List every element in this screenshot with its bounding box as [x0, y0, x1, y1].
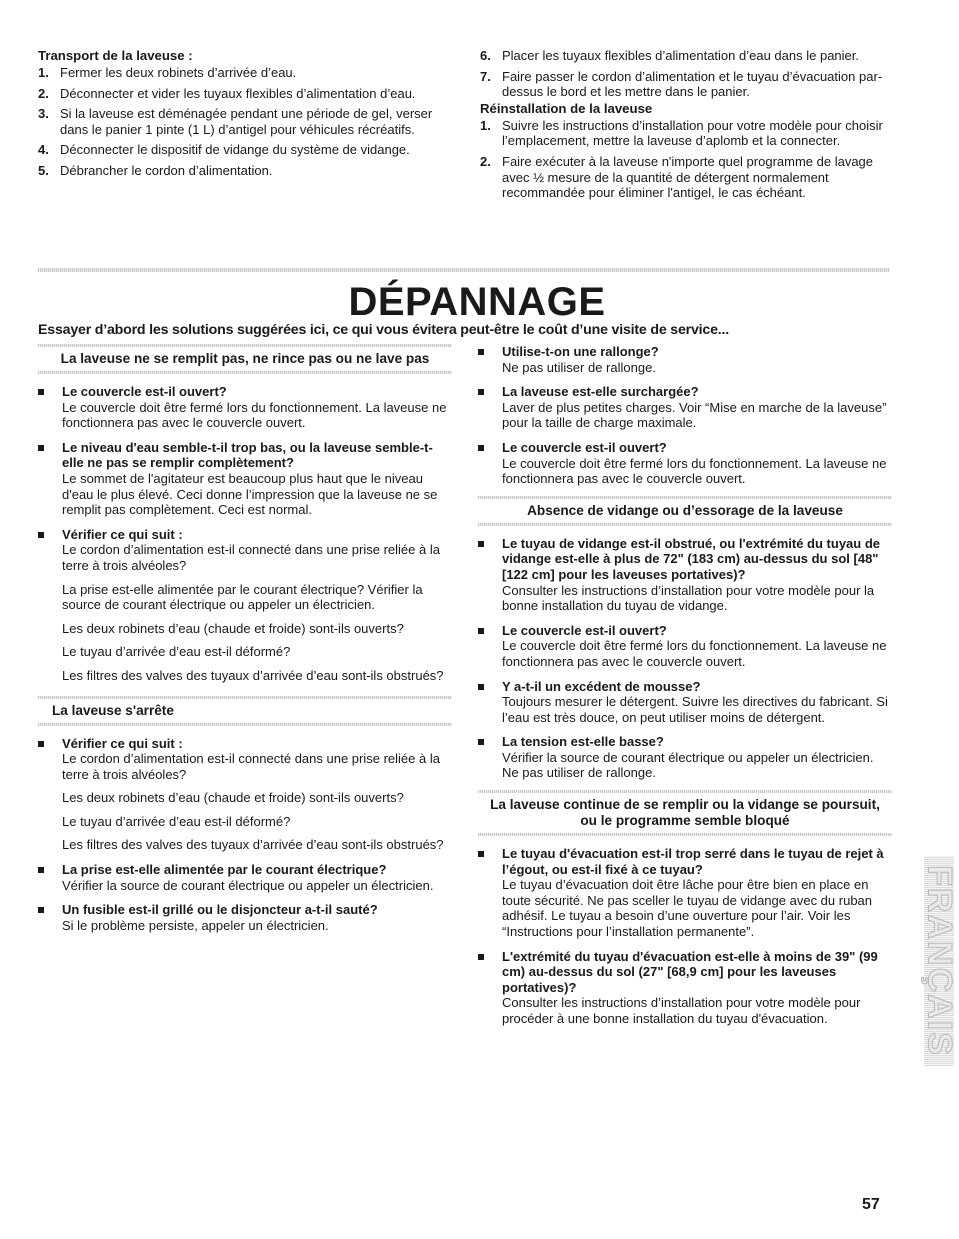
list-item: 7. Faire passer le cordon d’alimentation et le tuyau d’évacuation par-dessus le bord et les mettre dans le panier. — [480, 68, 883, 100]
list-item: 2. Faire exécuter à la laveuse n'importe quel programme de lavage avec ½ mesure de la quantité de détergent normalement recommandée pour éliminer l'antigel, le cas échéant. — [480, 153, 874, 201]
list-item: Vérifier ce qui suit : Le cordon d’alimentation est-il connecté dans une prise reliée à la terre à trois alvéoles? Les deux robinets d’eau (chaude et froide) sont-ils ouverts? Le tuyau d’arrivée d’eau est-il déformé? Les filtres des valves des tuyaux d’arrivée d’eau sont-ils obstrués? — [38, 736, 452, 854]
bullet-icon — [478, 349, 484, 355]
list-item: Le couvercle est-il ouvert? Le couvercle doit être fermé lors du fonctionnement. La laveuse ne fonctionnera pas avec le couvercle ouvert. — [38, 384, 452, 431]
bullet-icon — [478, 389, 484, 395]
bullet-icon — [478, 684, 484, 690]
section-heading-keeps-filling: La laveuse continue de se remplir ou la vidange se poursuit, ou le programme semble bloqué — [478, 790, 892, 836]
transport-steps-continued — [480, 48, 892, 100]
bullet-icon — [478, 851, 484, 857]
list-item: Utilise-t-on une rallonge? Ne pas utiliser de rallonge. — [478, 344, 892, 375]
list-item: 1. Suivre les instructions d’installation pour votre modèle pour choisir l’emplacement, mettre la laveuse d’aplomb et la connecter. — [480, 117, 883, 149]
bullet-icon — [38, 907, 44, 913]
left-column — [38, 344, 452, 942]
section-heading-no-fill: La laveuse ne se remplit pas, ne rince pas ou ne lave pas — [38, 344, 452, 374]
list-item: Y a-t-il un excédent de mousse? Toujours mesurer le détergent. Suivre les directives du fabricant. Si l’eau est très douce, on peut utiliser moins de détergent. — [478, 679, 892, 726]
list-item: Vérifier ce qui suit : Le cordon d’alimentation est-il connecté dans une prise reliée à la terre à trois alvéoles? La prise est-elle alimentée par le courant électrique? Vérifier la source de courant électrique ou appeler un électricien. Les deux robinets d’eau (chaude et froide) sont-ils ouverts? Le tuyau d’arrivée d’eau est-il déformé? Les filtres des valves des tuyaux d’arrivée d’eau sont-ils obstrués? — [38, 527, 452, 684]
language-tab — [920, 856, 959, 1066]
section-heading-no-drain: Absence de vidange ou d’essorage de la laveuse — [478, 496, 892, 526]
list-item: La laveuse est-elle surchargée? Laver de plus petites charges. Voir “Mise en marche de la laveuse” pour la taille de charge maximale. — [478, 384, 892, 431]
bullet-icon — [478, 954, 484, 960]
list-item: L'extrémité du tuyau d'évacuation est-elle à moins de 39" (99 cm) au-dessus du sol (27" [68,9 cm] pour les laveuses portatives)? Consulter les instructions d’installation pour votre modèle pour procéder à une bonne installation du tuyau d'évacuation. — [478, 949, 892, 1027]
section-no-fill-list-continued — [478, 344, 892, 487]
list-item: Le niveau d'eau semble-t-il trop bas, ou la laveuse semble-t-elle ne pas se remplir complètement? Le sommet de l'agitateur est beaucoup plus haut que le niveau d'eau le plus élevé. Ceci donne l’impression que la laveuse ne se remplit pas complètement. Ceci est normal. — [38, 440, 452, 518]
intro-text: Essayer d’abord les solutions suggérées ici, ce qui vous évitera peut-être le coût d’une visite de service... — [38, 322, 729, 338]
reinstall-heading: Réinstallation de la laveuse — [480, 100, 653, 116]
section-stops-list — [38, 736, 452, 934]
transport-block-continued — [480, 48, 892, 206]
bullet-icon — [38, 445, 44, 451]
list-item: La prise est-elle alimentée par le courant électrique? Vérifier la source de courant électrique ou appeler un électricien. — [38, 862, 452, 893]
right-column — [478, 344, 892, 1036]
section-no-drain-list — [478, 536, 892, 781]
section-keeps-filling-list — [478, 846, 892, 1027]
section-no-fill-list — [38, 384, 452, 684]
page-title: DÉPANNAGE — [348, 280, 606, 324]
bullet-icon — [38, 389, 44, 395]
bullet-icon — [38, 867, 44, 873]
list-item: 3. Si la laveuse est déménagée pendant une période de gel, verser dans le panier 1 pinte (1 L) d’antigel pour véhicules récréatifs. — [38, 106, 433, 137]
reinstall-steps — [480, 118, 892, 201]
list-item: 1. Fermer les deux robinets d’arrivée d’eau. — [38, 65, 297, 80]
bullet-icon — [478, 541, 484, 547]
list-item: Le tuyau de vidange est-il obstrué, ou l'extrémité du tuyau de vidange est-elle à plus de 72" (183 cm) au-dessus du sol [48" [122 cm] pour les laveuses portatives)? Consulter les instructions d’installation pour votre modèle pour la bonne installation du tuyau de vidange. — [478, 536, 892, 614]
list-item: Le couvercle est-il ouvert? Le couvercle doit être fermé lors du fonctionnement. La laveuse ne fonctionnera pas avec le couvercle ouvert. — [478, 440, 892, 487]
transport-block — [38, 48, 458, 184]
bullet-icon — [478, 628, 484, 634]
list-item: Le couvercle est-il ouvert? Le couvercle doit être fermé lors du fonctionnement. La laveuse ne fonctionnera pas avec le couvercle ouvert. — [478, 623, 892, 670]
list-item: Le tuyau d'évacuation est-il trop serré dans le tuyau de rejet à l’égout, ou est-il fixé à ce tuyau? Le tuyau d’évacuation doit être lâche pour être bien en place en toute sécurité. Ne pas sceller le tuyau de vidange avec du ruban adhésif. Le tuyau a besoin d’une ouverture pour l’air. Voir les “Instructions pour l’installation permanente”. — [478, 846, 892, 940]
bullet-icon — [478, 739, 484, 745]
bullet-icon — [38, 741, 44, 747]
list-item: Un fusible est-il grillé ou le disjoncteur a-t-il sauté? Si le problème persiste, appeler un électricien. — [38, 902, 452, 933]
list-item: 5. Débrancher le cordon d’alimentation. — [38, 162, 273, 178]
list-item: La tension est-elle basse? Vérifier la source de courant électrique ou appeler un électricien. Ne pas utiliser de rallonge. — [478, 734, 892, 781]
transport-steps — [38, 65, 458, 179]
section-heading-stops: La laveuse s'arrête — [38, 696, 452, 726]
divider — [38, 268, 890, 272]
transport-heading: Transport de la laveuse : — [38, 48, 193, 63]
bullet-icon — [478, 445, 484, 451]
bullet-icon — [38, 532, 44, 538]
page-number: 57 — [862, 1196, 880, 1213]
language-tab-label: FRANÇAIS — [920, 865, 959, 1057]
list-item: 4. Déconnecter le dispositif de vidange du système de vidange. — [38, 142, 410, 158]
list-item: 2. Déconnecter et vider les tuyaux flexibles d’alimentation d’eau. — [38, 85, 416, 101]
list-item: 6. Placer les tuyaux flexibles d’alimentation d’eau dans le panier. — [480, 48, 859, 63]
